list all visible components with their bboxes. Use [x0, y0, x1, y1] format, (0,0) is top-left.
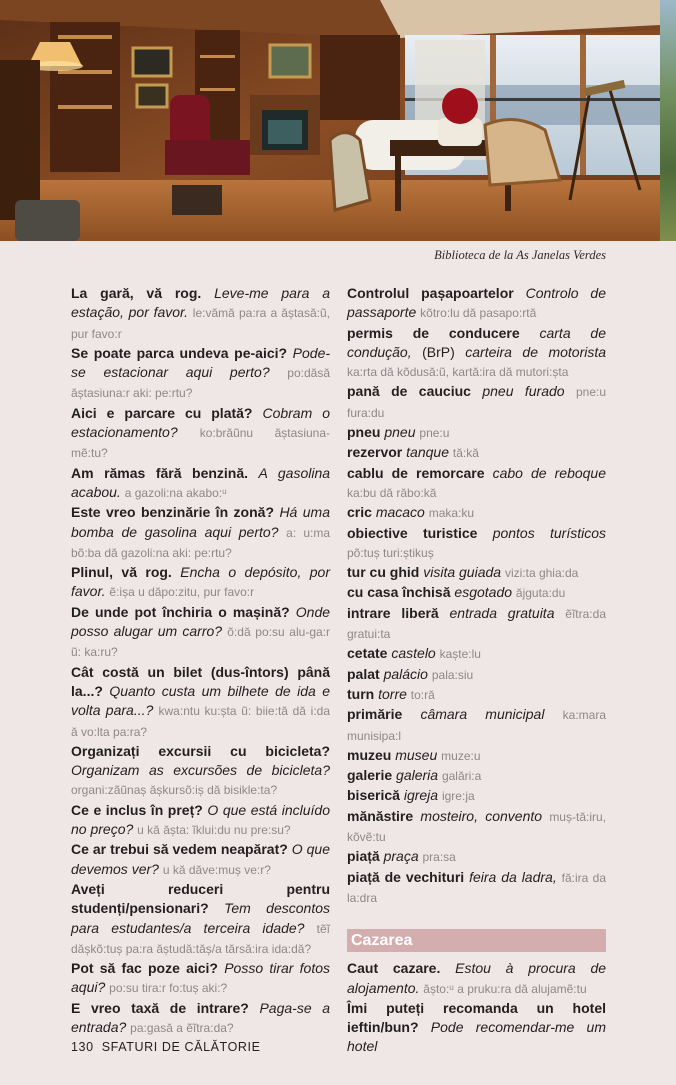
pronunciation: po:su tira:r fo:tuș aki:?: [109, 981, 228, 996]
pronunciation: kõtro:lu dă pasapo:rtă: [420, 306, 537, 321]
phrase-entry: [71, 503, 330, 563]
pt-translation: Onde posso alugar um carro?: [71, 603, 331, 640]
pronunciation: ẽĩtra:da gratui:ta: [347, 606, 606, 642]
pronunciation: ko:brăũnu ăștasiuna-mẽ:tu?: [71, 426, 331, 461]
phrase-entry: [347, 999, 606, 1057]
ro-term: E vreo taxă de intrare?: [71, 999, 249, 1016]
pt-translation: torre: [378, 685, 407, 702]
pt-translation: feira da ladra,: [469, 868, 557, 885]
pt-translation: O que está incluído no preço?: [71, 801, 331, 838]
phrase-entry: [71, 344, 330, 404]
pt-translation: pneu: [384, 424, 416, 441]
vocab-entry: [347, 284, 606, 324]
ro-term: rezervor: [347, 444, 403, 461]
pt-translation: Tem descontos para estudantes/a terceira idade?: [71, 900, 330, 936]
ro-term: cablu de remorcare: [347, 464, 485, 481]
vocab-entry: [347, 847, 606, 867]
pt-translation: Posso tirar fotos aqui?: [71, 960, 331, 996]
pronunciation: organi:zãũnaș ășkursõ:iș dă bisikle:ta?: [71, 783, 278, 798]
pt-translation: carta de condução,: [347, 324, 606, 360]
ro-term: Se poate parca undeva pe-aici?: [71, 344, 288, 361]
pt-translation: igreja: [403, 787, 439, 804]
pronunciation: a: u:ma bõ:ba dă gazoli:na aki: pe:rtu?: [71, 525, 330, 560]
ro-term: obiective turistice: [347, 524, 478, 541]
pt-translation: A gasolina acabou.: [71, 464, 331, 500]
vocab-entry: [347, 868, 606, 909]
pt-translation: castelo: [391, 645, 436, 662]
phrase-column-left: [71, 284, 330, 1038]
phrase-column-right: [347, 284, 606, 1057]
pt-translation: pontos turísticos: [492, 524, 606, 541]
section-heading-cazarea: Cazarea: [347, 929, 606, 952]
vocab-entry: [347, 423, 606, 443]
vocab-entry: [347, 604, 606, 645]
pt-translation: Pode recomendar-me um hotel: [347, 1019, 606, 1055]
ro-term: tur cu ghid: [347, 564, 420, 581]
pronunciation: pne:u: [419, 426, 450, 441]
ro-term: La gară, vă rog.: [71, 285, 202, 301]
ro-term: Controlul pașapoartelor: [347, 285, 514, 301]
ro-term: galerie: [347, 767, 393, 784]
pronunciation: a gazoli:na akabo:ᵘ: [124, 485, 227, 500]
pt-translation: Há uma bomba de gasolina aqui perto?: [71, 504, 330, 540]
ro-term: cric: [347, 504, 372, 521]
vocab-entry: [347, 807, 606, 848]
library-room-illustration: [0, 0, 660, 241]
vocab-entry: [347, 766, 606, 786]
pt-translation: praça: [383, 848, 419, 865]
vocab-entry: [347, 746, 606, 766]
phrase-entry: [71, 404, 330, 464]
pt-translation: O que devemos ver?: [71, 841, 330, 877]
ro-term: Aveți reduceri pentru studenți/pensionari?: [71, 880, 330, 917]
pronunciation: pra:sa: [422, 850, 456, 865]
pt-translation: Controlo de passaporte: [347, 285, 606, 321]
library-photo: [0, 0, 660, 241]
pronunciation: vizi:ta ghia:da: [504, 566, 579, 581]
pronunciation: pne:u fura:du: [347, 385, 607, 420]
phrase-entry: [71, 284, 330, 344]
pronunciation: galări:a: [441, 769, 482, 784]
vocab-entry: [347, 503, 606, 523]
pt-translation: Encha o depósito, por favor.: [71, 564, 330, 600]
pronunciation: kwa:ntu ku:șta ũ: biie:tă dă i:da ă vo:lta pa:ra?: [71, 704, 330, 739]
pt-translation: visita guiada: [423, 564, 502, 581]
vocab-entry: [347, 644, 606, 664]
phrase-entry: [71, 999, 330, 1039]
pronunciation: igre:ja: [441, 789, 475, 804]
pt-translation: Estou à procura de alojamento.: [347, 960, 607, 996]
ro-term: Este vreo benzinărie în zonă?: [71, 504, 274, 521]
pt-translation: macaco: [375, 504, 425, 521]
ro-term: Ce ar trebui să vedem neapărat?: [71, 841, 288, 858]
pronunciation: le:vămă pa:ra a ăștasă:ũ, pur favo:r: [71, 306, 330, 341]
ro-term: mănăstire: [347, 807, 414, 824]
phrase-entry: [71, 663, 330, 742]
pronunciation: to:ră: [410, 687, 435, 702]
pt-translation: Paga-se a entrada?: [71, 999, 331, 1035]
ro-term: Plinul, vă rog.: [71, 564, 172, 581]
pronunciation: õ:dă po:su alu-ga:r ũ: ka:ru?: [71, 625, 330, 660]
pt-translation: entrada gratuita: [449, 604, 555, 621]
pt-translation: mosteiro, convento: [420, 807, 543, 824]
ro-term: Cât costă un bilet (dus-întors) până la...?: [71, 663, 330, 699]
vocab-entry: [347, 382, 606, 423]
phrase-entry: [71, 801, 330, 841]
ro-term: biserică: [347, 787, 400, 804]
vocab-entry: [347, 786, 606, 806]
ro-term: cu casa închisă: [347, 584, 451, 601]
pronunciation: ka:rta dă kõdusă:ũ, kartă:ira dă mutori:șta: [347, 365, 569, 380]
pt-translation: Cobram o estacionamento?: [71, 404, 330, 441]
phrase-entry: [71, 742, 330, 801]
pt-translation-alt: carteira de motorista: [465, 343, 607, 360]
pronunciation: u kă dăve:muș ve:r?: [162, 862, 271, 877]
pronunciation: ka:bu dă răbo:kă: [347, 485, 437, 500]
pt-translation: câmara municipal: [420, 706, 545, 723]
pt-translation: palácio: [383, 665, 428, 682]
photo-edge-strip: [660, 0, 676, 241]
pronunciation: pa:gasă a ẽĩtra:da?: [130, 1020, 234, 1035]
pronunciation: muș-tă:iru, kõvẽ:tu: [347, 809, 606, 845]
phrase-entry: [71, 959, 330, 999]
pronunciation: ẽ:ișa u dăpo:zitu, pur favo:r: [109, 585, 255, 600]
pronunciation: põ:tuș turi:știkuș: [347, 545, 434, 560]
phrase-entry: [71, 563, 330, 603]
pt-translation: esgotado: [454, 584, 513, 601]
pronunciation: maka:ku: [428, 506, 475, 521]
ro-term: turn: [347, 685, 375, 702]
pronunciation: kaște:lu: [439, 647, 481, 662]
ro-term: Pot să fac poze aici?: [71, 960, 218, 977]
ro-term: intrare liberă: [347, 604, 439, 621]
pronunciation: po:dăsă ăștasiuna:r aki: pe:rtu?: [71, 366, 330, 401]
pronunciation: ăjguta:du: [515, 586, 566, 601]
ro-term: cetate: [347, 645, 388, 662]
phrase-entry: [71, 603, 330, 663]
ro-term: primărie: [347, 706, 403, 723]
ro-term: Ce e inclus în preț?: [71, 801, 203, 818]
pronunciation: tẽĩ dășkõ:tuș pa:ra ăștudă:tăș/a tărsă:ira ida:dă?: [71, 921, 330, 956]
pronunciation: pala:siu: [431, 667, 474, 682]
ro-term: Organizați excursii cu bicicleta?: [71, 742, 330, 759]
ro-term: palat: [347, 665, 380, 682]
vocab-entry: [347, 464, 606, 504]
pt-translation: galeria: [396, 767, 439, 784]
pt-translation: Leve-me para a estação, por favor.: [71, 285, 331, 321]
pt-translation: Quanto custa um bilhete de ida e volta para...?: [71, 682, 331, 719]
pronunciation: ka:mara munisipa:l: [347, 708, 606, 743]
phrase-entry: [347, 959, 606, 999]
vocab-entry: [347, 443, 606, 463]
pronunciation: muze:u: [441, 748, 481, 763]
vocab-entry: [347, 524, 606, 564]
vocab-entry: [347, 583, 606, 603]
ro-term: pneu: [347, 424, 381, 441]
pt-translation: pneu furado: [482, 383, 565, 400]
vocab-entry: [347, 685, 606, 705]
vocab-entry: [347, 665, 606, 685]
ro-term: pană de cauciuc: [347, 383, 471, 400]
ro-term: muzeu: [347, 746, 392, 763]
ro-term: piață: [347, 848, 380, 865]
vocab-entry: [347, 324, 606, 383]
vocab-entry: [347, 563, 606, 583]
pt-translation: Pode-se estacionar aqui perto?: [71, 344, 331, 381]
phrase-entry: [71, 840, 330, 880]
pronunciation: fă:ira da la:dra: [347, 870, 606, 905]
pt-translation: cabo de reboque: [492, 464, 607, 481]
ro-term: Am rămas fără benzină.: [71, 464, 249, 481]
pronunciation: u kă ășta: ĩklui:du nu pre:su?: [137, 823, 291, 838]
ro-term: Aici e parcare cu plată?: [71, 404, 253, 421]
pt-translation: Organizam as excursões de bicicleta?: [71, 762, 330, 779]
region-label: (BrP): [422, 343, 455, 360]
ro-term: piață de vechituri: [347, 868, 465, 885]
phrase-entry: [71, 880, 330, 959]
pt-translation: museu: [395, 746, 438, 763]
photo-caption: Biblioteca de la As Janelas Verdes: [434, 248, 606, 262]
pt-translation: tanque: [406, 444, 449, 461]
page-number: 130: [71, 1040, 94, 1054]
ro-term: Caut cazare.: [347, 960, 441, 977]
ro-term: De unde pot închiria o mașină?: [71, 603, 290, 620]
phrase-entry: [71, 464, 330, 504]
ro-term: Îmi puteți recomanda un hotel ieftin/bun?: [347, 999, 606, 1036]
running-title: SFATURI DE CĂLĂTORIE: [101, 1040, 261, 1054]
vocab-entry: [347, 705, 606, 746]
page-footer: [71, 1040, 261, 1054]
pronunciation: tă:kă: [452, 446, 479, 461]
pronunciation: ășto:ᵘ a pruku:ra dă alujamẽ:tu: [423, 981, 587, 996]
ro-term: permis de conducere: [347, 324, 520, 341]
